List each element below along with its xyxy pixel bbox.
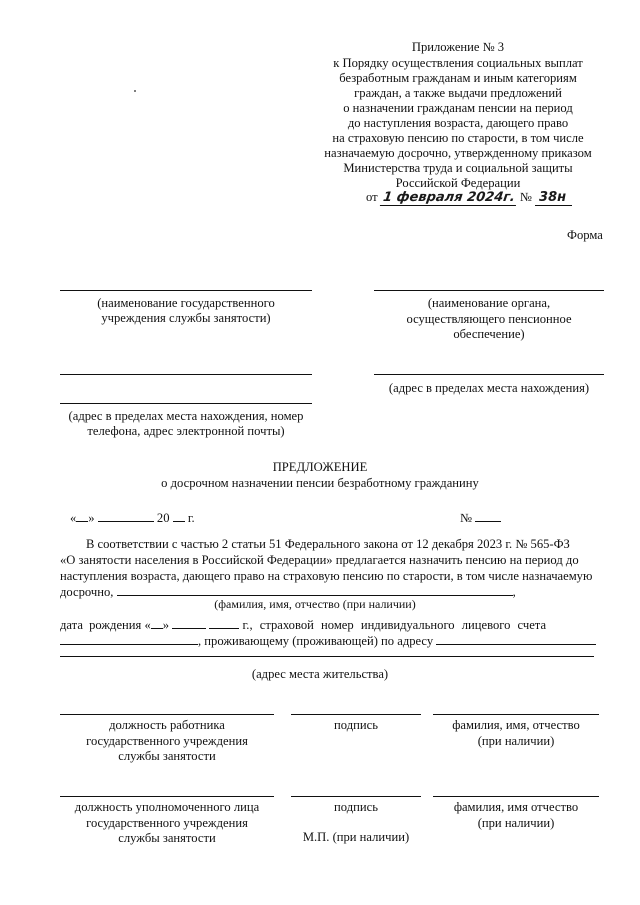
body-line-2: «О занятости населения в Российской Федерации» предлагается назначить пенсию на период до bbox=[60, 553, 579, 567]
date-prefix: от bbox=[366, 190, 378, 204]
sig2-position-caption bbox=[56, 800, 278, 847]
appendix-line-4: о назначении гражданам пенсии на период bbox=[343, 101, 573, 115]
sig1-position-caption bbox=[60, 718, 274, 765]
appendix-line-7: назначаемую досрочно, утвержденному приказом bbox=[324, 146, 592, 160]
appendix-line-2: безработным гражданам и иным категориям bbox=[339, 71, 577, 85]
sig1-sign-caption: подпись bbox=[334, 718, 378, 732]
sig2-name-2: (при наличии) bbox=[477, 815, 555, 830]
sig2-name-1: фамилия, имя отчество bbox=[453, 800, 579, 814]
sig2-position-1: должность уполномоченного лица bbox=[74, 800, 260, 814]
snils-blank bbox=[60, 633, 198, 645]
gov-address-line-1 bbox=[60, 374, 312, 375]
sig1-name-2: (при наличии) bbox=[477, 733, 555, 748]
proposal-date-row bbox=[70, 510, 195, 526]
sig1-position-3: службы занятости bbox=[118, 749, 216, 763]
gov-address-caption bbox=[56, 409, 316, 439]
sig2-name-caption bbox=[433, 800, 599, 831]
appendix-line-9: Российской Федерации bbox=[395, 176, 521, 190]
proposal-number-row bbox=[460, 510, 501, 526]
document-title: ПРЕДЛОЖЕНИЕ bbox=[272, 460, 368, 474]
appendix-line-6: на страховую пенсию по старости, в том числе bbox=[332, 131, 584, 145]
year-suffix: г. bbox=[187, 511, 195, 525]
snils-label: г., страховой номер индивидуального лицевого счета bbox=[242, 618, 547, 632]
year-blank bbox=[173, 510, 185, 522]
sig1-position-2: государственного учреждения bbox=[86, 733, 248, 748]
body-early-text: досрочно, bbox=[60, 585, 114, 599]
appendix-line-5: до наступления возраста, дающего право bbox=[347, 116, 569, 130]
sig1-name-line bbox=[433, 714, 599, 715]
proposal-number-blank bbox=[475, 510, 501, 522]
pension-body-line bbox=[374, 290, 604, 291]
birth-open-quote: « bbox=[144, 618, 151, 632]
residence-line-2 bbox=[60, 656, 594, 657]
number-prefix: № bbox=[519, 190, 532, 204]
day-blank bbox=[76, 510, 88, 522]
document-subtitle: о досрочном назначении пенсии безработному гражданину bbox=[161, 476, 479, 490]
proposal-number-sign: № bbox=[460, 511, 473, 525]
gov-address-caption-2: телефона, адрес электронной почты) bbox=[87, 424, 285, 438]
body-line-1: В соответствии с частью 2 статьи 51 Федерального закона от 12 декабря 2023 г. № 565-ФЗ bbox=[86, 537, 570, 551]
sig1-name-caption bbox=[433, 718, 599, 749]
residence-caption: (адрес места жительства) bbox=[251, 667, 389, 681]
fio-caption: (фамилия, имя, отчество (при наличии) bbox=[214, 597, 416, 611]
gov-address-caption-1: (адрес в пределах места нахождения, номер bbox=[68, 409, 304, 423]
body-line-3: наступления возраста, дающего право на страховую пенсию по старости, в том числе назначаемую bbox=[60, 569, 593, 583]
birth-year-blank bbox=[209, 617, 239, 629]
sig2-sign-caption: подпись bbox=[334, 800, 378, 814]
month-blank bbox=[98, 510, 154, 522]
sig2-position-line bbox=[60, 796, 274, 797]
sig2-position-2: государственного учреждения bbox=[86, 815, 248, 830]
year-prefix: 20 bbox=[156, 511, 170, 525]
appendix-line-1: к Порядку осуществления социальных выплат bbox=[333, 56, 583, 70]
date-open-quote: « bbox=[70, 511, 77, 525]
sig2-sign-line bbox=[291, 796, 421, 797]
gov-institution-caption-2: учреждения службы занятости) bbox=[101, 311, 271, 325]
sig1-position-1: должность работника bbox=[109, 718, 225, 732]
fio-comma: , bbox=[512, 585, 516, 599]
pension-body-caption-3: обеспечение) bbox=[453, 327, 525, 341]
birth-close-quote: » bbox=[162, 618, 170, 632]
pension-body-caption-1: (наименование органа, bbox=[427, 296, 551, 310]
sig2-position-3: службы занятости bbox=[118, 831, 216, 845]
pension-body-caption bbox=[374, 296, 604, 343]
sig1-position-line bbox=[60, 714, 274, 715]
birth-month-blank bbox=[172, 617, 206, 629]
pension-body-caption-2: осуществляющего пенсионное bbox=[406, 311, 572, 326]
sig2-name-line bbox=[433, 796, 599, 797]
form-label: Форма bbox=[567, 228, 603, 242]
birth-day-blank bbox=[151, 617, 163, 629]
gov-institution-caption-1: (наименование государственного bbox=[97, 296, 275, 310]
fio-blank bbox=[117, 584, 513, 596]
order-date-row bbox=[366, 190, 572, 206]
order-date-handwritten: 1 февраля 2024г. bbox=[380, 190, 518, 206]
gov-address-line-2 bbox=[60, 403, 312, 404]
birth-label: дата рождения bbox=[60, 618, 142, 632]
birth-row bbox=[60, 617, 605, 633]
pension-address-line bbox=[374, 374, 604, 375]
sig1-name-1: фамилия, имя, отчество bbox=[452, 718, 580, 732]
gov-institution-caption bbox=[60, 296, 312, 326]
appendix-title: Приложение № 3 bbox=[411, 40, 505, 54]
date-close-quote: » bbox=[88, 511, 95, 525]
residence-text: , проживающему (проживающей) по адресу bbox=[198, 634, 434, 648]
appendix-line-3: граждан, а также выдачи предложений bbox=[354, 86, 562, 100]
appendix-line-8: Министерства труда и социальной защиты bbox=[343, 161, 573, 175]
residence-blank-1 bbox=[436, 633, 596, 645]
sig2-stamp-caption: М.П. (при наличии) bbox=[302, 830, 410, 844]
sig1-sign-line bbox=[291, 714, 421, 715]
pension-address-caption: (адрес в пределах места нахождения) bbox=[388, 381, 590, 395]
residence-row bbox=[60, 633, 596, 649]
order-number-handwritten: 38н bbox=[535, 190, 572, 206]
gov-institution-line bbox=[60, 290, 312, 291]
scan-speck bbox=[134, 90, 136, 92]
